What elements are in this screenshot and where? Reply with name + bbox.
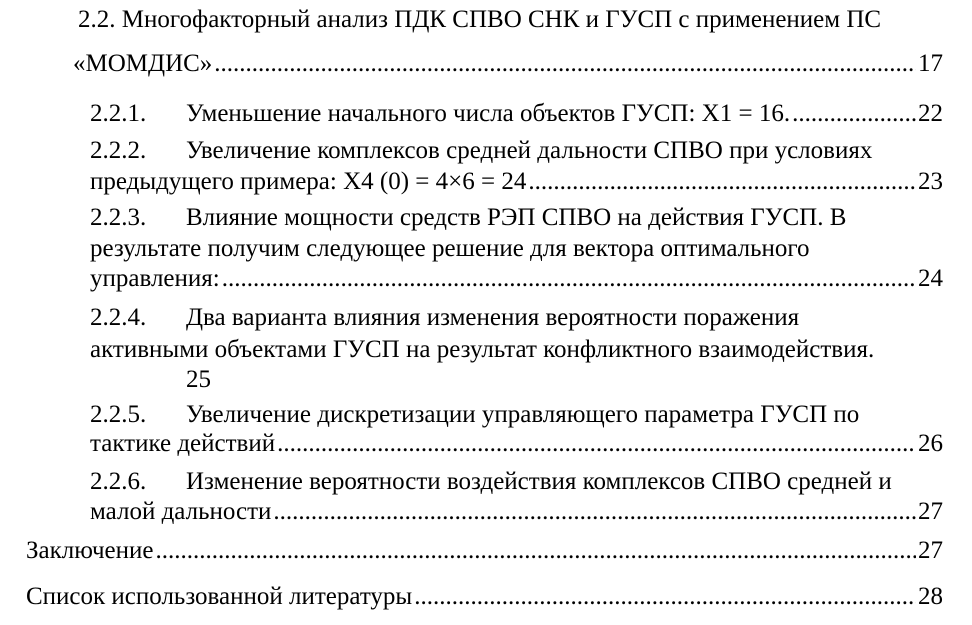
toc-entry-2-2-line2[interactable] — [73, 50, 943, 78]
dot-leader — [214, 50, 916, 78]
page-number: 24 — [918, 265, 943, 292]
page-number: 17 — [918, 50, 943, 77]
entry-title-cont: тактике действий — [90, 430, 276, 457]
entry-title: Увеличение дискретизации управляющего параметра ГУСП по — [186, 401, 860, 428]
dot-leader — [222, 265, 916, 293]
dot-leader — [528, 168, 916, 196]
entry-number: 2.2.3. — [90, 204, 147, 231]
page-number: 28 — [918, 583, 943, 610]
dot-leader — [792, 100, 916, 128]
page-number: 23 — [918, 168, 943, 195]
entry-number: 2.2.5. — [90, 401, 147, 428]
entry-title-cont: малой дальности — [90, 498, 272, 525]
entry-title-cont: результате получим следующее решение для вектора оптимального — [90, 235, 810, 262]
entry-number: 2.2.1. — [90, 100, 147, 127]
dot-leader — [414, 583, 916, 611]
entry-title: Уменьшение начального числа объектов ГУСП: X1 = 16. — [186, 100, 791, 127]
toc-entry-conclusion[interactable] — [26, 537, 943, 565]
page-number: 22 — [918, 100, 943, 127]
toc-entry-references[interactable] — [26, 583, 943, 611]
entry-title-cont: активными объектами ГУСП на результат конфликтного взаимодействия. — [90, 336, 875, 363]
entry-title: Увеличение комплексов средней дальности СПВО при условиях — [186, 137, 873, 164]
toc-entry-2-2-2-line2[interactable] — [90, 168, 943, 196]
page-number: 26 — [918, 430, 943, 457]
dot-leader — [156, 537, 917, 565]
entry-number: 2.2.6. — [90, 468, 147, 495]
section-title-cont: «МОМДИС» — [73, 50, 213, 77]
toc-entry-2-2-5-line2[interactable] — [90, 430, 943, 458]
entry-title: Влияние мощности средств РЭП СПВО на действия ГУСП. В — [186, 204, 847, 231]
toc-entry-2-2-3-line3[interactable] — [90, 265, 943, 293]
section-title: Многофакторный анализ ПДК СПВО СНК и ГУСП с применением ПС — [121, 6, 882, 33]
toc-entry-2-2-4-line3[interactable] — [186, 365, 211, 395]
toc-entry-2-2-6-line2[interactable] — [90, 498, 943, 526]
page-number: 25 — [186, 366, 211, 393]
entry-title: Изменение вероятности воздействия комплексов СПВО средней и — [186, 468, 892, 495]
page-number: 27 — [918, 537, 943, 564]
toc-entry-2-2-3-line2[interactable] — [90, 234, 810, 264]
toc-entry-2-2-1[interactable] — [90, 100, 943, 128]
dot-leader — [273, 498, 916, 526]
entry-title: Два варианта влияния изменения вероятности поражения — [186, 304, 800, 331]
toc-entry-2-2-line1[interactable] — [78, 5, 881, 35]
entry-title: Список использованной литературы — [26, 583, 413, 610]
entry-number: 2.2.4. — [90, 304, 147, 331]
toc-entry-2-2-4-line2[interactable] — [90, 335, 874, 365]
entry-title-cont: управления: — [90, 265, 220, 292]
entry-number: 2.2.2. — [90, 137, 147, 164]
section-number: 2.2. — [78, 6, 116, 33]
dot-leader — [277, 430, 916, 458]
page-number: 27 — [918, 498, 943, 525]
entry-title-cont: предыдущего примера: X4 (0) = 4×6 = 24 — [90, 168, 527, 195]
entry-title: Заключение — [26, 537, 154, 564]
